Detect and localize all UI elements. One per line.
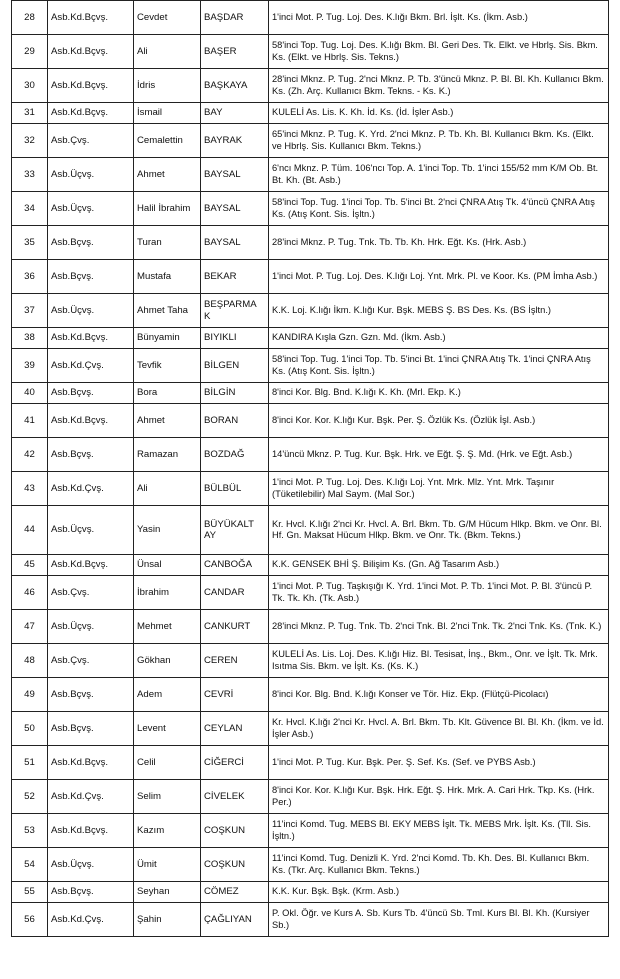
surname-cell: BOZDAĞ [201,438,269,472]
rank-cell: Asb.Bçvş. [48,712,134,746]
rank-cell: Asb.Kd.Bçvş. [48,814,134,848]
row-number: 30 [12,69,48,103]
table-row [12,678,609,712]
surname-cell: BEŞPARMA K [201,294,269,328]
table-row [12,404,609,438]
first-name-cell: Mustafa [134,260,201,294]
unit-cell: K.K. Loj. K.lığı İkm. K.lığı Kur. Bşk. MEBS Ş. BS Des. Ks. (BS İşltn.) [269,294,609,328]
rank-cell: Asb.Kd.Bçvş. [48,1,134,35]
rank-cell: Asb.Üçvş. [48,848,134,882]
unit-cell: K.K. Kur. Bşk. Bşk. (Krm. Asb.) [269,882,609,903]
row-number: 44 [12,506,48,555]
unit-cell: 1'inci Mot. P. Tug. Loj. Des. K.lığı Loj. Ynt. Mrk. Mlz. Ynt. Mrk. Taşınır (Tüketilebilir) Mal Saym. (Mal Sor.) [269,472,609,506]
row-number: 32 [12,124,48,158]
row-number: 43 [12,472,48,506]
rank-cell: Asb.Kd.Çvş. [48,780,134,814]
surname-cell: COŞKUN [201,848,269,882]
unit-cell: 28'inci Mknz. P. Tug. Tnk. Tb. 2'nci Tnk. Bl. 2'nci Tnk. Tk. 2'nci Tnk. Ks. (Tnk. K.) [269,610,609,644]
table-row [12,882,609,903]
rank-cell: Asb.Bçvş. [48,678,134,712]
table-row [12,328,609,349]
table-row [12,349,609,383]
first-name-cell: Bünyamin [134,328,201,349]
rank-cell: Asb.Kd.Bçvş. [48,555,134,576]
first-name-cell: Ünsal [134,555,201,576]
surname-cell: BAYSAL [201,192,269,226]
first-name-cell: Ali [134,472,201,506]
table-row [12,158,609,192]
row-number: 46 [12,576,48,610]
table-row [12,226,609,260]
table-row [12,644,609,678]
surname-cell: BAY [201,103,269,124]
surname-cell: BORAN [201,404,269,438]
rank-cell: Asb.Bçvş. [48,438,134,472]
surname-cell: CEYLAN [201,712,269,746]
surname-cell: BAŞDAR [201,1,269,35]
unit-cell: KULELİ As. Lis. K. Kh. İd. Ks. (İd. İşler Asb.) [269,103,609,124]
table-row [12,260,609,294]
surname-cell: BÜLBÜL [201,472,269,506]
unit-cell: P. Okl. Öğr. ve Kurs A. Sb. Kurs Tb. 4'üncü Sb. Tml. Kurs Bl. Bl. Kh. (Kursiyer Sb.) [269,903,609,937]
row-number: 50 [12,712,48,746]
table-row [12,576,609,610]
table-row [12,472,609,506]
first-name-cell: Cevdet [134,1,201,35]
surname-cell: CANBOĞA [201,555,269,576]
rank-cell: Asb.Bçvş. [48,882,134,903]
surname-cell: BEKAR [201,260,269,294]
surname-cell: CEVRİ [201,678,269,712]
first-name-cell: Adem [134,678,201,712]
row-number: 29 [12,35,48,69]
surname-cell: CİVELEK [201,780,269,814]
unit-cell: 8'inci Kor. Blg. Bnd. K.lığı Konser ve Tör. Hiz. Ekp. (Flütçü-Picolacı) [269,678,609,712]
surname-cell: BAŞKAYA [201,69,269,103]
first-name-cell: Mehmet [134,610,201,644]
unit-cell: 11'inci Komd. Tug. Denizli K. Yrd. 2'nci Komd. Tb. Kh. Des. Bl. Kullanıcı Bkm. Ks. (Tkr. Arç. Kullanıcı Bkm. Tekns.) [269,848,609,882]
surname-cell: CEREN [201,644,269,678]
first-name-cell: Yasin [134,506,201,555]
row-number: 38 [12,328,48,349]
first-name-cell: Ali [134,35,201,69]
unit-cell: K.K. GENSEK BHİ Ş. Bilişim Ks. (Gn. Ağ Tasarım Asb.) [269,555,609,576]
table-row [12,848,609,882]
rank-cell: Asb.Bçvş. [48,383,134,404]
row-number: 37 [12,294,48,328]
surname-cell: BIYIKLI [201,328,269,349]
rank-cell: Asb.Üçvş. [48,610,134,644]
row-number: 35 [12,226,48,260]
table-row [12,555,609,576]
surname-cell: BAYSAL [201,158,269,192]
personnel-table-body [12,1,609,937]
row-number: 52 [12,780,48,814]
unit-cell: 58'inci Top. Tug. Loj. Des. K.lığı Bkm. Bl. Geri Des. Tk. Elkt. ve Hbrlş. Sis. Bkm. Ks. (Elkt. ve Hbrlş. Sis. Tekns.) [269,35,609,69]
surname-cell: BAŞER [201,35,269,69]
table-row [12,103,609,124]
table-row [12,124,609,158]
rank-cell: Asb.Çvş. [48,124,134,158]
unit-cell: KULELİ As. Lis. Loj. Des. K.lığı Hiz. Bl. Tesisat, İnş., Bkm., Onr. ve İşlt. Tk. Mrk. Isıtma Sis. Bkm. ve İşlt. Ks. (Ks. K.) [269,644,609,678]
unit-cell: KANDIRA Kışla Gzn. Gzn. Md. (İkm. Asb.) [269,328,609,349]
table-row [12,712,609,746]
rank-cell: Asb.Çvş. [48,644,134,678]
first-name-cell: İdris [134,69,201,103]
table-row [12,780,609,814]
first-name-cell: İsmail [134,103,201,124]
unit-cell: 1'inci Mot. P. Tug. Taşkışığı K. Yrd. 1'inci Mot. P. Tb. 1'inci Mot. P. Bl. 3'üncü P. Tk. Tk. Kh. (Tk. Asb.) [269,576,609,610]
rank-cell: Asb.Kd.Bçvş. [48,746,134,780]
unit-cell: 1'inci Mot. P. Tug. Kur. Bşk. Per. Ş. Sef. Ks. (Sef. ve PYBS Asb.) [269,746,609,780]
unit-cell: 1'inci Mot. P. Tug. Loj. Des. K.lığı Bkm. Brl. İşlt. Ks. (İkm. Asb.) [269,1,609,35]
unit-cell: 14'üncü Mknz. P. Tug. Kur. Bşk. Hrk. ve Eğt. Ş. Ş. Md. (Hrk. ve Eğt. Asb.) [269,438,609,472]
first-name-cell: Ahmet [134,158,201,192]
rank-cell: Asb.Kd.Bçvş. [48,328,134,349]
first-name-cell: Levent [134,712,201,746]
rank-cell: Asb.Üçvş. [48,158,134,192]
table-row [12,746,609,780]
table-row [12,814,609,848]
unit-cell: 1'inci Mot. P. Tug. Loj. Des. K.lığı Loj. Ynt. Mrk. Pl. ve Koor. Ks. (PM İmha Asb.) [269,260,609,294]
rank-cell: Asb.Kd.Çvş. [48,472,134,506]
row-number: 41 [12,404,48,438]
row-number: 39 [12,349,48,383]
row-number: 40 [12,383,48,404]
first-name-cell: Bora [134,383,201,404]
rank-cell: Asb.Kd.Bçvş. [48,69,134,103]
rank-cell: Asb.Çvş. [48,576,134,610]
table-row [12,35,609,69]
row-number: 53 [12,814,48,848]
first-name-cell: Seyhan [134,882,201,903]
rank-cell: Asb.Üçvş. [48,294,134,328]
row-number: 55 [12,882,48,903]
row-number: 48 [12,644,48,678]
rank-cell: Asb.Bçvş. [48,260,134,294]
first-name-cell: Celil [134,746,201,780]
rank-cell: Asb.Üçvş. [48,506,134,555]
row-number: 33 [12,158,48,192]
first-name-cell: Ahmet [134,404,201,438]
surname-cell: BAYRAK [201,124,269,158]
first-name-cell: Turan [134,226,201,260]
table-row [12,506,609,555]
unit-cell: 65'inci Mknz. P. Tug. K. Yrd. 2'nci Mknz. P. Tb. Kh. Bl. Kullanıcı Bkm. Ks. (Elkt. ve Hbrlş. Sis. Kullanıcı Bkm. Tekns.) [269,124,609,158]
surname-cell: COŞKUN [201,814,269,848]
unit-cell: 8'inci Kor. Blg. Bnd. K.lığı K. Kh. (Mrl. Ekp. K.) [269,383,609,404]
unit-cell: 58'inci Top. Tug. 1'inci Top. Tb. 5'inci Bt. 2'nci ÇNRA Atış Tk. 4'üncü ÇNRA Atış Ks. (Atış Kont. Sis. İşltn.) [269,192,609,226]
surname-cell: CANKURT [201,610,269,644]
unit-cell: 28'inci Mknz. P. Tug. 2'nci Mknz. P. Tb. 3'üncü Mknz. P. Bl. Bl. Kh. Kullanıcı Bkm. Ks. (Zh. Arç. Kullanıcı Bkm. Tekns. - Ks. K.) [269,69,609,103]
row-number: 45 [12,555,48,576]
unit-cell: 6'ncı Mknz. P. Tüm. 106'ncı Top. A. 1'inci Top. Tb. 1'inci 155/52 mm K/M Ob. Bt. Bt. Kh. (Bt. Asb.) [269,158,609,192]
unit-cell: 11'inci Komd. Tug. MEBS Bl. EKY MEBS İşlt. Tk. MEBS Mrk. İşlt. Ks. (Tll. Sis. İşltn.) [269,814,609,848]
first-name-cell: Gökhan [134,644,201,678]
row-number: 56 [12,903,48,937]
row-number: 51 [12,746,48,780]
row-number: 34 [12,192,48,226]
unit-cell: Kr. Hvcl. K.lığı 2'nci Kr. Hvcl. A. Brl. Bkm. Tb. G/M Hücum Hlkp. Bkm. ve Onr. Bl. Hf. Gn. Maksat Hücum Hlkp. Bkm. ve Onr. Tk. (Bkm. Tekns.) [269,506,609,555]
table-row [12,903,609,937]
rank-cell: Asb.Üçvş. [48,192,134,226]
table-row [12,383,609,404]
first-name-cell: Cemalettin [134,124,201,158]
row-number: 49 [12,678,48,712]
rank-cell: Asb.Bçvş. [48,226,134,260]
first-name-cell: Selim [134,780,201,814]
row-number: 28 [12,1,48,35]
surname-cell: CİĞERCİ [201,746,269,780]
table-row [12,1,609,35]
first-name-cell: Ahmet Taha [134,294,201,328]
rank-cell: Asb.Kd.Çvş. [48,349,134,383]
row-number: 54 [12,848,48,882]
first-name-cell: İbrahim [134,576,201,610]
unit-cell: 58'inci Top. Tug. 1'inci Top. Tb. 5'inci Bt. 1'inci ÇNRA Atış Tk. 1'inci ÇNRA Atış Ks. (Atış Kont. Sis. İşltn.) [269,349,609,383]
personnel-table [11,0,609,937]
rank-cell: Asb.Kd.Bçvş. [48,35,134,69]
table-row [12,192,609,226]
row-number: 42 [12,438,48,472]
first-name-cell: Ramazan [134,438,201,472]
first-name-cell: Tevfik [134,349,201,383]
surname-cell: BÜYÜKALT AY [201,506,269,555]
first-name-cell: Şahin [134,903,201,937]
surname-cell: ÇAĞLIYAN [201,903,269,937]
first-name-cell: Halil İbrahim [134,192,201,226]
table-row [12,69,609,103]
table-row [12,438,609,472]
surname-cell: CÖMEZ [201,882,269,903]
row-number: 36 [12,260,48,294]
surname-cell: BİLGEN [201,349,269,383]
first-name-cell: Kazım [134,814,201,848]
first-name-cell: Ümit [134,848,201,882]
table-row [12,294,609,328]
row-number: 47 [12,610,48,644]
table-row [12,610,609,644]
rank-cell: Asb.Kd.Çvş. [48,903,134,937]
surname-cell: BAYSAL [201,226,269,260]
surname-cell: BİLGİN [201,383,269,404]
rank-cell: Asb.Kd.Bçvş. [48,103,134,124]
rank-cell: Asb.Kd.Bçvş. [48,404,134,438]
unit-cell: 8'inci Kor. Kor. K.lığı Kur. Bşk. Hrk. Eğt. Ş. Hrk. Mrk. A. Cari Hrk. Tkp. Ks. (Hrk. Per.) [269,780,609,814]
unit-cell: 28'inci Mknz. P. Tug. Tnk. Tb. Tb. Kh. Hrk. Eğt. Ks. (Hrk. Asb.) [269,226,609,260]
surname-cell: CANDAR [201,576,269,610]
row-number: 31 [12,103,48,124]
unit-cell: Kr. Hvcl. K.lığı 2'nci Kr. Hvcl. A. Brl. Bkm. Tb. Klt. Güvence Bl. Bl. Kh. (İkm. ve İd. İşler Asb.) [269,712,609,746]
unit-cell: 8'inci Kor. Kor. K.lığı Kur. Bşk. Per. Ş. Özlük Ks. (Özlük İşl. Asb.) [269,404,609,438]
